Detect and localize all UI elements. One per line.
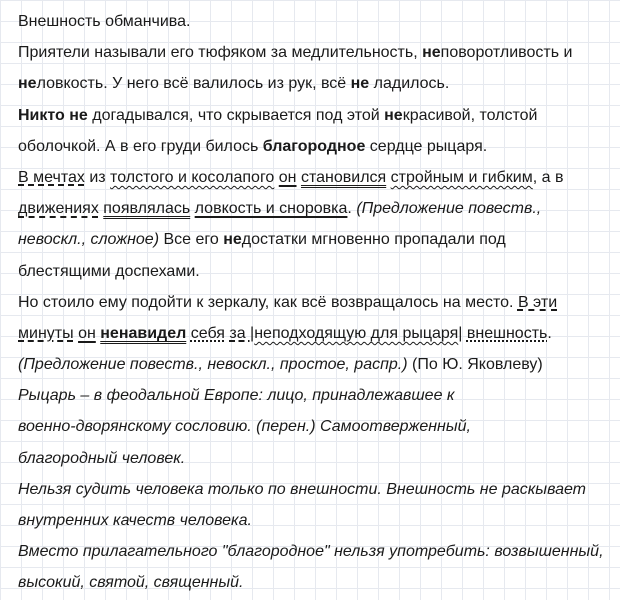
text-fragment: Все его [159,231,224,249]
text-line [18,37,608,68]
text-fragment: не [384,106,403,124]
marked-fragment: он [278,168,297,186]
text-fragment: Никто [18,106,65,124]
marked-fragment: он [78,324,96,342]
text-fragment: невоскл., сложное) [18,231,160,249]
text-fragment: не [350,75,370,93]
text-fragment: не [18,75,37,93]
text-fragment: ловкость. У него всё валилось из рук, всё [36,75,351,93]
marked-fragment: ненавидел [100,324,187,342]
text-line [18,411,608,442]
text-fragment: (По Ю. Яковлеву) [407,356,543,374]
text-line [18,505,608,536]
text-line [18,100,608,131]
marked-fragment: внешность [466,324,548,342]
text-fragment: из [84,168,111,186]
text-fragment: Внешность обманчива. [18,13,191,30]
marked-fragment: ловкость и сноровка [194,200,348,218]
marked-fragment: появлялась [103,200,191,218]
text-fragment: высокий, святой, священный. [18,574,244,592]
text-fragment: поворотливость и [440,44,573,62]
text-fragment: догадывался, что скрывается под этой [87,106,385,124]
text-fragment: . [547,324,552,342]
marked-fragment: стройным и гибким [390,168,533,186]
text-fragment: Рыцарь – в феодальной Европе: лицо, принадлежавшее к [18,387,455,405]
text-fragment: Приятели называли его тюфяком за медлительность, [18,44,423,62]
text-fragment: военно-дворянскому сословию. (перен.) Самоотверженный, [18,418,471,436]
text-fragment: благородный человек. [18,449,186,467]
text-line [18,287,608,318]
text-fragment: не [223,231,242,249]
marked-fragment: В эти [517,293,558,311]
marked-fragment: становился [300,168,387,186]
text-line [18,256,608,287]
marked-fragment: за | [229,324,255,342]
text-fragment: сердце рыцаря. [365,137,488,155]
text-line [18,567,608,598]
text-fragment: достатки мгновенно пропадали под [241,231,506,249]
marked-fragment: неподходящую для рыцаря [254,324,459,342]
text-fragment: благородное [262,137,366,155]
text-fragment: , а в [532,168,564,186]
text-fragment: не [422,44,441,62]
marked-fragment: движениях [18,200,99,218]
text-fragment: оболочкой. А в его груди билось [18,137,263,155]
text-fragment: красивой, толстой [402,106,538,124]
text-line [18,6,608,37]
text-fragment: блестящими доспехами. [18,262,200,280]
marked-fragment: толстого и косолапого [110,168,275,186]
text-line [18,162,608,193]
text-fragment: Вместо прилагательного "благородное" нельзя употребить: возвышенный, [18,543,604,561]
text-line [18,349,608,380]
text-line [18,318,608,349]
text-fragment: | [458,324,467,342]
marked-fragment: себя [190,324,225,342]
text-fragment: Но стоило ему подойти к зеркалу, как всё возвращалось на место. [18,293,518,311]
text-fragment: (Предложение повеств., [356,200,542,218]
text-line [18,131,608,162]
marked-fragment: В мечтах [18,168,85,186]
text-fragment: . [347,200,357,218]
text-fragment: внутренних качеств человека. [18,512,252,529]
text-line [18,443,608,474]
text-fragment: ладилось. [369,75,450,93]
text-fragment: не [69,106,88,124]
text-fragment: Нельзя судить человека только по внешности. Внешность не раскывает [18,480,587,498]
marked-fragment: минуты [18,324,74,342]
text-line [18,224,608,255]
text-line [18,193,608,224]
text-line [18,380,608,411]
text-line [18,536,608,567]
text-line [18,474,608,505]
text-fragment: (Предложение повеств., невоскл., простое, распр.) [18,356,408,374]
text-line [18,68,608,99]
